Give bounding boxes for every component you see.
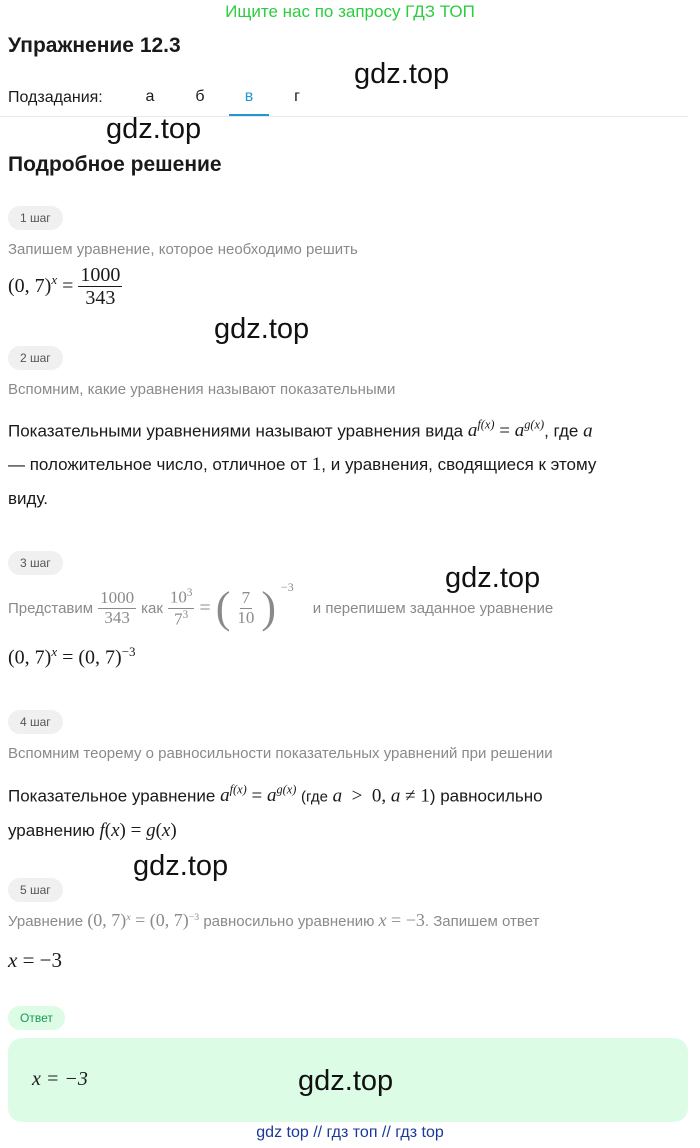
step-3-equation: (0, 7)$^x$ = (0, 7)$^{-3}$ xyxy=(8,644,136,669)
top-banner: Ищите нас по запросу ГДЗ ТОП xyxy=(225,2,475,21)
watermark: gdz.top xyxy=(298,1065,394,1097)
step-5-text: Уравнение (0, 7)$^x$ = (0, 7)$^{-3}$ равносильно уравнению x = −3. Запишем ответ xyxy=(8,910,540,930)
subtask-tab-b[interactable]: б xyxy=(195,88,205,105)
step-1-hint: Запишем уравнение, которое необходимо решить xyxy=(8,241,358,258)
answer-badge: Ответ xyxy=(8,1006,65,1030)
step-4-badge: 4 шаг xyxy=(8,710,63,734)
watermark: gdz.top xyxy=(354,58,450,90)
step-2-text: Показательными уравнениями называют уравнения вида $a^{f(x)} = a^{g(x)}$, где a — положительное число, отличное от 1, и уравнения, сводящиеся к этому виду. xyxy=(8,418,597,509)
page-title: Упражнение 12.3 xyxy=(8,34,181,57)
step-4-text: Показательное уравнение $a^{f(x)} = a^{g(x)}$ (где a > 0, a ≠ 1) равносильно уравнению f(x) = g(x) xyxy=(8,783,543,842)
step-1-badge: 1 шаг xyxy=(8,206,63,230)
step-2-badge: 2 шаг xyxy=(8,346,63,370)
answer-value: x = −3 xyxy=(32,1068,88,1090)
step-3-text: Представим $\frac{1000}{343}$ как $\frac{10^3}{7^3}$ = ( $\frac{7}{10}$ ) $^{-3}$ и перепишем заданное уравнение xyxy=(8,580,554,632)
step-5-result: x = −3 xyxy=(8,948,63,972)
watermark: gdz.top xyxy=(214,313,310,345)
subtask-tab-g[interactable]: г xyxy=(294,88,300,105)
divider xyxy=(0,116,688,117)
section-title: Подробное решение xyxy=(8,153,222,176)
subtasks-label: Подзадания: xyxy=(8,89,103,106)
step-3-badge: 3 шаг xyxy=(8,551,63,575)
step-1-equation: (0, 7)$^x$ = $\frac{1000}{343}$ xyxy=(8,264,121,309)
watermark: gdz.top xyxy=(445,562,541,594)
step-5-badge: 5 шаг xyxy=(8,878,63,902)
watermark: gdz.top xyxy=(133,850,229,882)
subtask-tab-a[interactable]: а xyxy=(145,88,155,105)
watermark: gdz.top xyxy=(106,113,202,145)
footer-links[interactable]: gdz top // гдз топ // гдз top xyxy=(256,1124,444,1141)
subtask-tab-v[interactable]: в xyxy=(244,88,254,105)
step-4-hint: Вспомним теорему о равносильности показательных уравнений при решении xyxy=(8,745,553,762)
step-2-hint: Вспомним, какие уравнения называют показательными xyxy=(8,381,396,398)
